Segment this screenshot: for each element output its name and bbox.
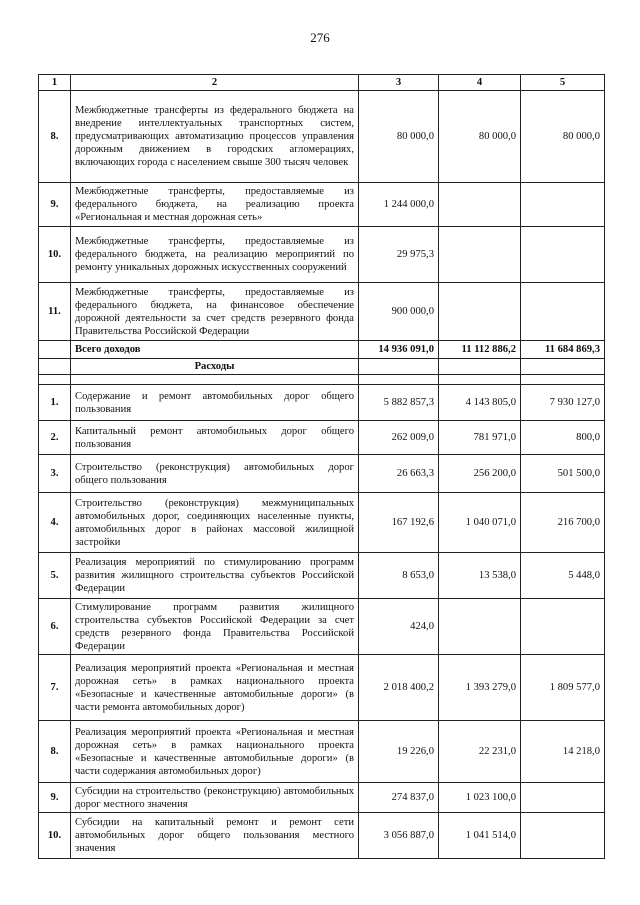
value-col-3: 3 056 887,0 (359, 813, 439, 859)
section-empty-cell (439, 359, 521, 375)
value-col-4: 22 231,0 (439, 721, 521, 783)
table-row (39, 813, 605, 859)
spacer-cell (39, 375, 71, 385)
spacer-cell (359, 375, 439, 385)
total-income-row (39, 341, 605, 359)
row-description: Реализация мероприятий проекта «Региональная и местная дорожная сеть» в рамках национального проекта «Безопасные и качественные автомобильные дороги» (в части ремонта автомобильных дорог) (71, 655, 359, 721)
budget-table (38, 74, 605, 859)
value-col-5: 5 448,0 (521, 553, 605, 599)
value-col-3: 274 837,0 (359, 783, 439, 813)
table-row (39, 655, 605, 721)
value-col-4: 781 971,0 (439, 421, 521, 455)
total-col-4: 11 112 886,2 (439, 341, 521, 359)
row-number: 6. (39, 599, 71, 655)
page-number: 276 (310, 30, 330, 45)
row-description: Строительство (реконструкция) автомобильных дорог общего пользования (71, 455, 359, 493)
value-col-4 (439, 183, 521, 227)
value-col-4: 256 200,0 (439, 455, 521, 493)
column-header-4: 4 (439, 75, 521, 91)
value-col-4: 80 000,0 (439, 91, 521, 183)
row-description: Субсидии на капитальный ремонт и ремонт сети автомобильных дорог общего пользования местного значения (71, 813, 359, 859)
row-description: Межбюджетные трансферты, предоставляемые из федерального бюджета, на реализацию проекта «Региональная и местная дорожная сеть» (71, 183, 359, 227)
value-col-3: 167 192,6 (359, 493, 439, 553)
value-col-3: 26 663,3 (359, 455, 439, 493)
table-row (39, 553, 605, 599)
section-header-row (39, 359, 605, 375)
row-description: Содержание и ремонт автомобильных дорог общего пользования (71, 385, 359, 421)
row-description: Субсидии на строительство (реконструкцию) автомобильных дорог местного значения (71, 783, 359, 813)
table-row (39, 385, 605, 421)
value-col-4: 1 040 071,0 (439, 493, 521, 553)
table-row (39, 721, 605, 783)
value-col-4: 1 393 279,0 (439, 655, 521, 721)
value-col-5: 1 809 577,0 (521, 655, 605, 721)
table-row (39, 493, 605, 553)
value-col-4 (439, 599, 521, 655)
row-number: 10. (39, 813, 71, 859)
spacer-cell (439, 375, 521, 385)
row-description: Реализация мероприятий по стимулированию программ развития жилищного строительства субъектов Российской Федерации (71, 553, 359, 599)
value-col-3: 29 975,3 (359, 227, 439, 283)
row-description: Межбюджетные трансферты из федерального бюджета на внедрение интеллектуальных транспортных систем, предусматривающих автоматизацию процессов управления дорожным движением в городских агломерациях, включающих города с населением свыше 300 тысяч человек (71, 91, 359, 183)
row-description: Стимулирование программ развития жилищного строительства субъектов Российской Федерации за счет средств резервного фонда Правительства Российской Федерации (71, 599, 359, 655)
value-col-5 (521, 283, 605, 341)
value-col-3: 424,0 (359, 599, 439, 655)
value-col-5 (521, 813, 605, 859)
row-number: 11. (39, 283, 71, 341)
value-col-4: 1 041 514,0 (439, 813, 521, 859)
total-number-cell (39, 341, 71, 359)
row-description: Строительство (реконструкция) межмуниципальных автомобильных дорог, соединяющих населенные пункты, автомобильных дорог в районах массовой жилищной застройки (71, 493, 359, 553)
table-row (39, 283, 605, 341)
value-col-5 (521, 783, 605, 813)
value-col-3: 262 009,0 (359, 421, 439, 455)
row-number: 2. (39, 421, 71, 455)
total-label: Всего доходов (71, 341, 359, 359)
spacer-cell (71, 375, 359, 385)
row-description: Межбюджетные трансферты, предоставляемые из федерального бюджета, на реализацию мероприятий по ремонту уникальных дорожных искусственных сооружений (71, 227, 359, 283)
row-number: 4. (39, 493, 71, 553)
row-number: 3. (39, 455, 71, 493)
section-title: Расходы (71, 359, 359, 375)
row-number: 8. (39, 721, 71, 783)
value-col-4 (439, 227, 521, 283)
value-col-4: 13 538,0 (439, 553, 521, 599)
column-header-5: 5 (521, 75, 605, 91)
column-header-2: 2 (71, 75, 359, 91)
value-col-4: 4 143 805,0 (439, 385, 521, 421)
value-col-5: 216 700,0 (521, 493, 605, 553)
value-col-5: 7 930 127,0 (521, 385, 605, 421)
value-col-4: 1 023 100,0 (439, 783, 521, 813)
value-col-3: 1 244 000,0 (359, 183, 439, 227)
column-header-1: 1 (39, 75, 71, 91)
value-col-3: 900 000,0 (359, 283, 439, 341)
row-number: 9. (39, 783, 71, 813)
value-col-5 (521, 227, 605, 283)
value-col-3: 5 882 857,3 (359, 385, 439, 421)
row-description: Капитальный ремонт автомобильных дорог общего пользования (71, 421, 359, 455)
value-col-5: 80 000,0 (521, 91, 605, 183)
section-number-cell (39, 359, 71, 375)
value-col-5: 800,0 (521, 421, 605, 455)
row-number: 1. (39, 385, 71, 421)
row-number: 10. (39, 227, 71, 283)
value-col-3: 8 653,0 (359, 553, 439, 599)
spacer-row (39, 375, 605, 385)
row-number: 8. (39, 91, 71, 183)
table-row (39, 783, 605, 813)
value-col-3: 19 226,0 (359, 721, 439, 783)
row-number: 5. (39, 553, 71, 599)
value-col-5 (521, 599, 605, 655)
section-empty-cell (359, 359, 439, 375)
value-col-3: 80 000,0 (359, 91, 439, 183)
table-row (39, 183, 605, 227)
table-header-row (39, 75, 605, 91)
value-col-4 (439, 283, 521, 341)
table-row (39, 455, 605, 493)
row-number: 9. (39, 183, 71, 227)
spacer-cell (521, 375, 605, 385)
table-row (39, 421, 605, 455)
value-col-5 (521, 183, 605, 227)
row-number: 7. (39, 655, 71, 721)
table-row (39, 599, 605, 655)
row-description: Реализация мероприятий проекта «Региональная и местная дорожная сеть» в рамках национального проекта «Безопасные и качественные автомобильные дороги» (в части содержания автомобильных дорог) (71, 721, 359, 783)
table-row (39, 91, 605, 183)
value-col-5: 14 218,0 (521, 721, 605, 783)
total-col-3: 14 936 091,0 (359, 341, 439, 359)
row-description: Межбюджетные трансферты, предоставляемые из федерального бюджета, на финансовое обеспечение дорожной деятельности за счет средств резервного фонда Правительства Российской Федерации (71, 283, 359, 341)
total-col-5: 11 684 869,3 (521, 341, 605, 359)
value-col-3: 2 018 400,2 (359, 655, 439, 721)
value-col-5: 501 500,0 (521, 455, 605, 493)
table-row (39, 227, 605, 283)
section-empty-cell (521, 359, 605, 375)
column-header-3: 3 (359, 75, 439, 91)
